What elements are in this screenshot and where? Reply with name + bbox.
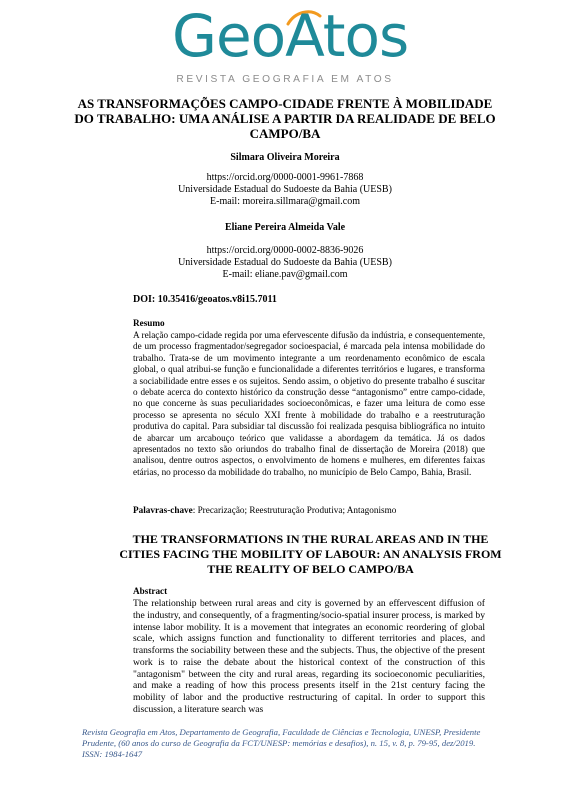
journal-logo — [170, 2, 409, 88]
article-title-pt: AS TRANSFORMAÇÕES CAMPO-CIDADE FRENTE À MOBILIDADE DO TRABALHO: UMA ANÁLISE A PARTIR DA REALIDADE DE BELO CAMPO/BA — [74, 96, 496, 141]
article-title-en: THE TRANSFORMATIONS IN THE RURAL AREAS AND IN THE CITIES FACING THE MOBILITY OF LABOUR: AN ANALYSIS FROM THE REALITY OF BELO CAMPO/BA — [119, 532, 502, 576]
author-institution: Universidade Estadual do Sudoeste da Bahia (UESB) — [178, 257, 392, 268]
footer-citation: Revista Geografia em Atos, Departamento de Geografia, Faculdade de Ciências e Tecnologia, UNESP, Presidente Prudente, (60 anos do curso de Geografia da FCT/UNESP: memórias e desafios), n. 15, v. 8, p. 79-95, dez/2019. ISSN: 1984-1647 — [82, 727, 481, 759]
author-institution: Universidade Estadual do Sudoeste da Bahia (UESB) — [178, 184, 392, 195]
keywords-label: Palavras-chave — [133, 505, 193, 515]
author-email: E-mail: moreira.sillmara@gmail.com — [210, 196, 360, 207]
author-orcid: https://orcid.org/0000-0001-9961-7868 — [206, 172, 364, 183]
logo-wordmark: GeoAtos — [172, 2, 409, 70]
abstract-text: The relationship between rural areas and city is governed by an effervescent diffusion of the industry, and consequently, of a fragmenting/socio-spatial insurer process, is marked by intense labor mobility. It is a movement that integrates an economic reordering of global scale, which assigns function and functionality to different territories and places, and transforms the sociability between these and the subjects. Thus, the objective of the present work is to raise the debate about the historical context of the construction of this "antagonism" between the city and rural areas, regarding its socioeconomic peculiarities, and make a reading of how this process presents itself in the 21st century facing the mobility of labor and the productive restructuring of capital. In order to support this discussion, a literature search was — [133, 598, 485, 715]
author-email: E-mail: eliane.pav@gmail.com — [222, 269, 348, 280]
resumo-heading: Resumo — [133, 318, 165, 328]
author-orcid: https://orcid.org/0000-0002-8836-9026 — [206, 245, 364, 256]
abstract-heading: Abstract — [133, 586, 168, 596]
resumo-text: A relação campo-cidade regida por uma efervescente difusão da indústria, e consequentemente, de um processo fragmentador/segregador socioespacial, é marcada pela intensa mobilidade do trabalho. Trata-se de um movimento integrante a um reordenamento econômico de escala global, o qual atribui-se função e funcionalidade a diferentes territórios e lugares, e transforma a sociabilidade entre esses e os sujeitos. Sendo assim, o objetivo do presente trabalho é suscitar o debate acerca do contexto histórico da construção desse “antagonismo” entre campo-cidade, no que concerne às suas peculiaridades socioeconômicas, e fazer uma leitura de como esse processo se apresenta no século XXI frente à mobilidade do trabalho e a reestruturação produtiva do capital. Para subsidiar tal discussão foi realizada pesquisa bibliográfica no intuito de abarcar um arcabouço teórico que validasse a abordagem da temática. Já os dados apresentados no texto são oriundos do trabalho final de dissertação de Moreira (2018) que analisou, dentre outros aspectos, o envolvimento de homens e mulheres, em diferentes faixas etárias, no processo da mobilidade do trabalho, no município de Belo Campo, Bahia, Brasil. — [133, 330, 485, 477]
keywords — [133, 505, 485, 515]
logo-tagline: REVISTA GEOGRAFIA EM ATOS — [176, 74, 394, 85]
keywords-list: : Precarização; Reestruturação Produtiva; Antagonismo — [192, 505, 397, 515]
author-name: Silmara Oliveira Moreira — [230, 152, 340, 163]
doi: DOI: 10.35416/geoatos.v8i15.7011 — [133, 294, 277, 305]
author-name: Eliane Pereira Almeida Vale — [224, 222, 346, 233]
